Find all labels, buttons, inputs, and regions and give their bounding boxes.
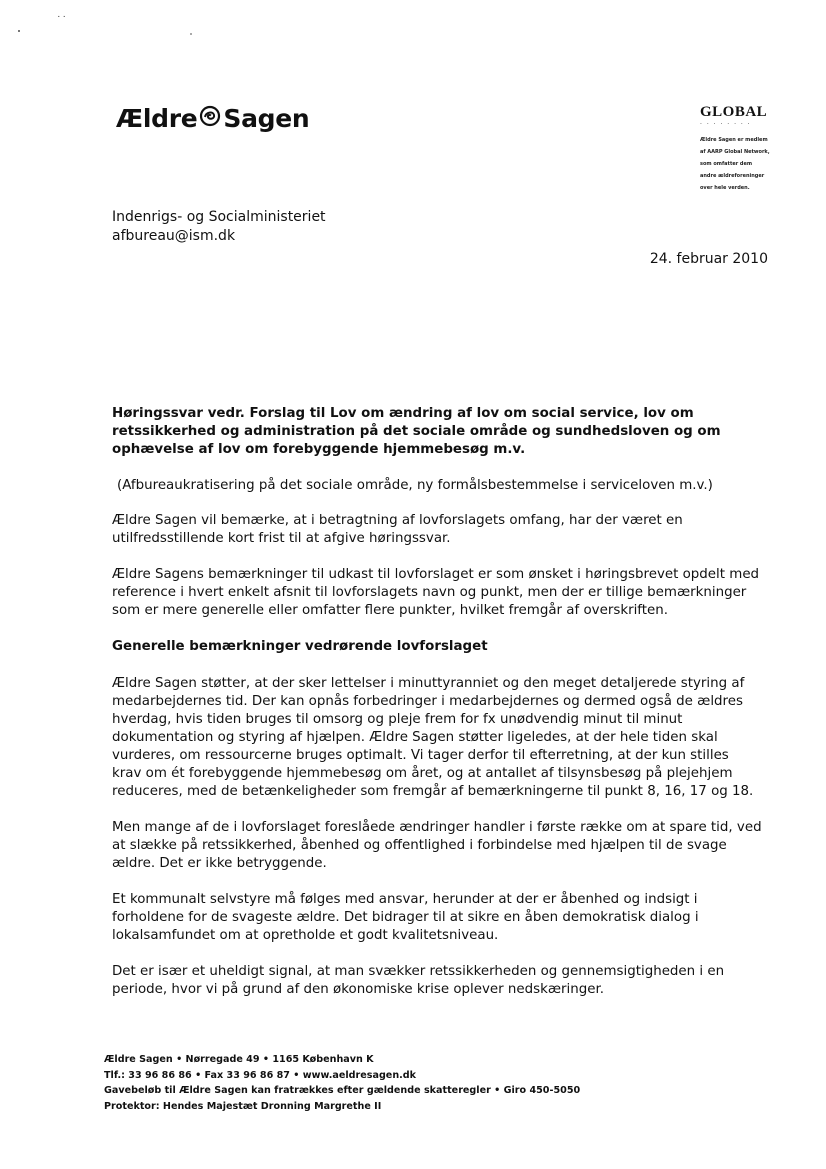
footer-address: Ældre Sagen • Nørregade 49 • 1165 København K [104,1054,374,1065]
subject-line: Høringssvar vedr. Forslag til Lov om ændring af lov om social service, lov om retssikkerhed og administration på det sociale område og sundhedsloven og om ophævelse af lov om forebyggende hjemmebesøg m.v. [112,406,721,457]
scan-dot [18,30,20,32]
logo-text-right: Sagen [223,104,310,133]
swirl-circle-icon [199,104,221,133]
paragraph: Et kommunalt selvstyre må følges med ansvar, herunder at der er åbenhed og indsigt i forholdene for de svageste ældre. Det bidrager til at sikre en åben demokratisk dialog i lokalsamfundet om at opretholde et godt kvalitetsniveau. [112,892,699,943]
section-heading: Generelle bemærkninger vedrørende lovforslaget [112,639,488,654]
footer-patron: Protektor: Hendes Majestæt Dronning Margrethe II [104,1100,382,1112]
letter-body [112,405,762,1017]
aeldre-sagen-logo [116,104,309,133]
paragraph: Ældre Sagen vil bemærke, at i betragtning af lovforslagets omfang, har der været en utilfredsstillende kort frist til at afgive høringssvar. [112,513,683,546]
paragraph: Det er især et uheldigt signal, at man svækker retssikkerheden og gennemsigtigheden i en periode, hvor vi på grund af den økonomiske krise oplever nedskæringer. [112,964,725,997]
aarp-global-badge [700,104,772,194]
global-rule: · · · · · · · · [700,121,752,128]
paragraph: Men mange af de i lovforslaget foreslåede ændringer handler i første række om at spare tid, ved at slække på retssikkerhed, åbenhed og offentlighed i forbindelse med hjælpen til de svage ældre. Det er ikke betryggende. [112,820,762,871]
scan-dot [190,33,192,35]
paragraph: Ældre Sagens bemærkninger til udkast til lovforslaget er som ønsket i høringsbrevet opdelt med reference i hvert enkelt afsnit til lovforslagets navn og punkt, men der er tillige bemærkninger som er mere generelle eller omfatter flere punkter, hvilket fremgår af overskriften. [112,567,760,618]
letter-date: 24. februar 2010 [649,251,768,267]
recipient-block [112,208,326,246]
global-note: Ældre Sagen er medlem af AARP Global Network, som omfatter dem andre ældreforeninger over hele verden. [700,137,770,191]
recipient-email: afbureau@ism.dk [112,228,236,244]
letter-footer [104,1052,580,1114]
scan-mark: ˙˙ [56,14,67,27]
footer-donation: Gavebeløb til Ældre Sagen kan fratrækkes efter gældende skatteregler • Giro 450-5050 [104,1085,581,1096]
recipient-name: Indenrigs- og Socialministeriet [112,209,326,225]
paragraph: Ældre Sagen støtter, at der sker lettelser i minuttyranniet og den meget detaljerede styring af medarbejdernes tid. Der kan opnås forbedringer i medarbejdernes og dermed også de ældres hverdag, hvis tiden bruges til omsorg og pleje frem for fx unødvendig minut til minut dokumentation og styring af hjælpen. Ældre Sagen støtter ligeledes, at der hele tiden skal vurderes, om ressourcerne bruges optimalt. Vi tager derfor til efterretning, at der kun stilles krav om ét forebyggende hjemmebesøg om året, og at antallet af tilsynsbesøg på plejehjem reduceres, med de betænkeligheder som fremgår af bemærkningerne til punkt 8, 16, 17 og 18. [112,676,754,799]
footer-contact: Tlf.: 33 96 86 86 • Fax 33 96 86 87 • www.aeldresagen.dk [104,1069,417,1081]
subject-subnote: (Afbureaukratisering på det sociale område, ny formålsbestemmelse i serviceloven m.v.) [117,478,713,493]
global-logo: GLOBAL [700,104,768,120]
logo-text-left: Ældre [116,104,198,133]
